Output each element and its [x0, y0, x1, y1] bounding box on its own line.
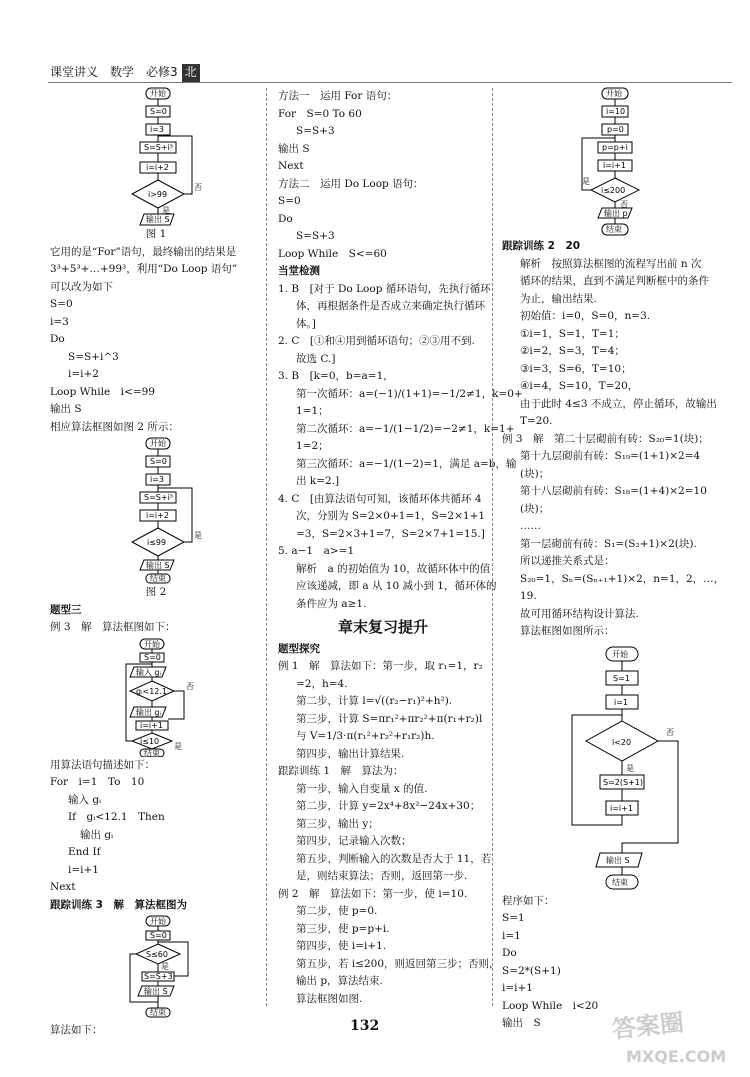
col2-line: 1=2；	[296, 440, 329, 452]
col3-line: 为止，输出结果.	[520, 292, 597, 305]
watermark-url: MXQE.COM	[626, 1047, 727, 1066]
col2-line: 输出 S	[278, 142, 310, 155]
header-title: 课堂讲义 数学 必修3	[50, 65, 178, 79]
col1-line: i=i+1	[68, 863, 99, 876]
svg-text:i=i+2: i=i+2	[146, 163, 169, 172]
col2-line: 跟踪训练 1 解 算法为：	[278, 765, 404, 777]
col2-line: 次，分别为 S=2×0+1=1，S=2×1+1	[296, 510, 486, 522]
col1-line: S=0	[50, 298, 73, 310]
col3-line: Do	[502, 947, 517, 959]
col3-line: 第十九层砌前有砖：S₁₉=(1+1)×2=4	[520, 450, 701, 462]
svg-text:p=0: p=0	[607, 125, 624, 134]
col2-line: 例 1 解 算法如下：第一步，取 r₁=1，r₂	[278, 660, 483, 672]
col3-line: ①i=1，S=1，T=1；	[520, 327, 625, 340]
svg-text:开始: 开始	[150, 89, 166, 98]
col3-line: ②i=2，S=3，T=4；	[520, 345, 625, 357]
svg-text:结束: 结束	[150, 1008, 166, 1017]
svg-text:i=1: i=1	[614, 697, 629, 707]
col3-line: (块)；	[520, 502, 550, 515]
col3-line: ③i=3，S=6，T=10；	[520, 362, 632, 375]
col1-line: 输出 S	[50, 403, 82, 415]
svg-text:是: 是	[174, 741, 182, 751]
col3-line: Loop While i<20	[502, 999, 599, 1012]
col2-line: 第四步，使 i=i+1.	[296, 940, 387, 952]
svg-text:i=3: i=3	[150, 475, 165, 484]
col2-line: 第二次循环：a=−1/(1−1/2)=−2≠1，k=1+	[296, 422, 515, 435]
col1-line: 它用的是“For”语句，最终输出的结果是	[50, 245, 237, 258]
col2-line: 例 2 解 算法如下：第一步，使 i=10.	[278, 887, 468, 900]
col2-line: Do	[278, 212, 293, 225]
col2-line: 体，再根据条件是否成立来确定执行循环	[296, 300, 485, 312]
col1-line: 输入 gᵢ	[68, 793, 102, 806]
svg-text:否: 否	[194, 183, 202, 192]
col2-line: 第一次循环：a=(−1)/(1+1)=−1/2≠1，k=0+	[296, 387, 523, 400]
svg-text:否: 否	[186, 681, 194, 691]
svg-text:S=S+3: S=S+3	[144, 972, 173, 981]
col1-line: 用算法语句描述如下：	[50, 758, 155, 771]
svg-text:i≤99: i≤99	[147, 538, 167, 547]
col2-line: 输出 p，算法结束.	[296, 975, 383, 987]
col2-line: 1=1；	[296, 405, 329, 417]
svg-text:是: 是	[161, 962, 169, 971]
col1-line: S=S+i^3	[68, 350, 119, 363]
col2-line: 第四步，记录输入次数；	[296, 835, 412, 847]
svg-text:i<20: i<20	[612, 737, 632, 747]
col2-line: For S=0 To 60	[278, 107, 362, 120]
svg-text:结束: 结束	[612, 877, 628, 887]
svg-text:结束: 结束	[144, 748, 160, 757]
col2-line: 第四步，输出计算结果.	[296, 747, 405, 760]
col1-line: 算法如下：	[50, 1024, 103, 1036]
svg-text:输出 S: 输出 S	[146, 215, 170, 224]
col2-line: 第二步，使 p=0.	[296, 905, 378, 917]
col2-line: 算法框图如图.	[296, 992, 363, 1005]
col2-line: 第二步，计算 l=√((r₂−r₁)²+h²).	[296, 695, 453, 707]
fig1-caption: 图 1	[145, 228, 167, 240]
section-title-check: 当堂检测	[278, 265, 320, 277]
col2-line: 是，则结束算法；否则，返回第一步.	[296, 870, 468, 882]
col1-line: i=i+2	[68, 368, 99, 380]
col2-line: S=0	[278, 195, 301, 207]
col3-line: ④i=4，S=10，T=20，	[520, 380, 639, 392]
svg-text:i>99: i>99	[148, 190, 168, 199]
col2-line: 第二步，计算 y=2x⁴+8x²−24x+30；	[296, 800, 481, 812]
col2-line: 条件应为 a≥1.	[296, 597, 367, 610]
svg-text:i=i+1: i=i+1	[603, 161, 626, 170]
col3-line: 第十八层砌前有砖：S₁₈=(1+4)×2=10	[520, 485, 707, 497]
flowchart-fig3	[50, 637, 262, 757]
col1-line: 相应算法框图如图 2 所示：	[50, 420, 179, 433]
svg-text:是: 是	[194, 531, 202, 540]
col2-line: 故选 C.]	[296, 352, 336, 365]
col1-line: Do	[50, 333, 65, 345]
svg-text:开始: 开始	[606, 89, 622, 98]
svg-text:S=S+i³: S=S+i³	[144, 143, 173, 152]
col1-line: 例 3 解 算法框图如下：	[50, 621, 176, 633]
col2-line: 与 V=1/3·π(r₁²+r₂²+r₁r₂)h.	[296, 730, 435, 742]
svg-text:否: 否	[620, 200, 628, 209]
svg-text:输出 p: 输出 p	[604, 209, 628, 218]
col2-line: 第三步，输出 y；	[296, 817, 379, 830]
svg-text:gᵢ<12.1: gᵢ<12.1	[136, 686, 168, 696]
col2-line: 第三步，计算 S=πr₁²+πr₂²+π(r₁+r₂)l	[296, 712, 483, 725]
col2-line: 出 k=2.]	[296, 475, 340, 487]
col3-line: S=1	[502, 912, 525, 924]
col2-line: 3. B [k=0，b=a=1，	[278, 370, 394, 382]
svg-text:S=0: S=0	[144, 652, 161, 662]
col3-line: ……	[520, 520, 541, 532]
col2-line: 2. C [①和④用到循环语句；②③用不到.	[278, 335, 475, 347]
column-1	[50, 86, 262, 1040]
col2-line: 第三步，使 p=p+i.	[296, 922, 390, 935]
svg-text:i=i+2: i=i+2	[146, 511, 169, 520]
col1-line: Loop While i<=99	[50, 385, 155, 398]
col1-line: 可以改为如下	[50, 280, 113, 293]
col3-line: 例 3 解 第二十层砌前有砖：S₂₀=1(块)；	[502, 432, 709, 445]
col2-line: 第五步，若 i≤200，则返回第三步；否则，	[296, 957, 500, 970]
svg-text:开始: 开始	[612, 649, 628, 659]
svg-text:输出 S: 输出 S	[146, 561, 170, 570]
col3-line: 程序如下：	[502, 894, 555, 907]
col2-line: S=S+3	[296, 230, 335, 242]
svg-text:输出 S: 输出 S	[144, 987, 168, 996]
flowchart-fig1	[50, 86, 262, 236]
col2-line: Next	[278, 160, 304, 172]
col2-line: 解析 a 的初始值为 10，故循环体中的值	[296, 562, 491, 575]
svg-text:是: 是	[162, 206, 170, 215]
col1-line: 输出 gᵢ	[80, 828, 114, 841]
svg-text:结束: 结束	[150, 574, 166, 583]
col3-line: S₂₀=1，Sₙ=(Sₙ₊₁+1)×2，n=1，2，…，	[520, 572, 725, 585]
col1-line: i=3	[50, 315, 69, 328]
chapter-review-title: 章末复习提升	[337, 618, 428, 636]
col3-line: 故可用循环结构设计算法.	[520, 607, 639, 620]
col1-line: End If	[68, 846, 101, 858]
flowchart-fig2	[50, 436, 262, 584]
col2-line: 方法一 运用 For 语句：	[278, 90, 398, 102]
col3-line: 算法框图如图所示：	[520, 625, 615, 637]
svg-text:输出 gᵢ: 输出 gᵢ	[136, 707, 162, 717]
svg-text:S=0: S=0	[150, 457, 167, 466]
svg-text:是: 是	[626, 763, 634, 773]
svg-text:开始: 开始	[144, 639, 160, 649]
svg-text:p=p+i: p=p+i	[602, 143, 628, 152]
svg-text:S=1: S=1	[613, 673, 630, 683]
col3-line: 跟踪训练 2 20	[502, 240, 581, 252]
col1-line: If gᵢ<12.1 Then	[68, 811, 165, 823]
svg-text:i=i+1: i=i+1	[140, 720, 163, 730]
col2-line: 第五步，判断输入的次数是否大于 11，若	[296, 852, 492, 865]
col2-line: 5. a−1 a>=1	[278, 545, 355, 557]
col2-line: Loop While S<=60	[278, 247, 387, 260]
col1-line: Next	[50, 881, 76, 893]
col3-line: i=i+1	[502, 982, 533, 994]
svg-text:S≤60: S≤60	[146, 950, 168, 959]
col1-line: For i=1 To 10	[50, 776, 145, 788]
svg-text:是: 是	[582, 177, 590, 186]
svg-text:开始: 开始	[150, 917, 166, 926]
fig2-caption: 图 2	[145, 586, 167, 598]
svg-text:结束: 结束	[606, 225, 622, 234]
svg-text:i≤10: i≤10	[140, 736, 160, 746]
col2-line: 体。]	[296, 317, 316, 330]
section-title-explore: 题型探究	[278, 642, 320, 655]
svg-text:S=S+i³: S=S+i³	[144, 493, 173, 502]
col1-line: 跟踪训练 3 解 算法框图为	[50, 898, 187, 911]
col3-line: 19.	[520, 590, 537, 602]
section-title-type3: 题型三	[50, 603, 82, 616]
column-3	[502, 86, 734, 1033]
svg-text:开始: 开始	[150, 439, 166, 448]
svg-text:否: 否	[666, 727, 674, 737]
header-rule	[48, 82, 732, 83]
watermark-logo: 答案圈	[610, 1008, 686, 1044]
svg-text:i=i+1: i=i+1	[610, 803, 633, 813]
page-number: 132	[350, 1018, 380, 1034]
col3-line: 循环的结果，直到不满足判断框中的条件	[520, 275, 709, 287]
svg-text:S=2(S+1): S=2(S+1)	[603, 777, 643, 787]
header-badge: 北	[182, 64, 200, 82]
col2-line: 1. B [对于 Do Loop 循环语句，先执行循环	[278, 282, 491, 295]
col1-line: 3³+5³+…+99³，利用“Do Loop 语句”	[50, 263, 238, 275]
col3-line: 输出 S	[502, 1017, 541, 1029]
flowchart-fig4	[50, 914, 262, 1022]
col3-line: 由于此时 4≤3 不成立，停止循环，故输出	[520, 397, 717, 410]
flowchart-fig5	[502, 86, 734, 238]
page-header	[50, 64, 200, 82]
svg-text:S=0: S=0	[150, 931, 167, 940]
col2-line: 应该递减，即 a 从 10 减小到 1，循环体的	[296, 580, 497, 592]
col3-line: 第一层砌前有砖：S₁=(S₂+1)×2(块).	[520, 537, 697, 550]
svg-text:i=10: i=10	[606, 107, 626, 116]
col2-line: 4. C [由算法语句可知，该循环体共循环 4	[278, 492, 482, 505]
col2-line: =2，h=4.	[296, 677, 348, 690]
col2-line: S=S+3	[296, 125, 335, 137]
col2-line: 第一步，输入自变量 x 的值.	[296, 782, 428, 795]
col3-line: T=20.	[520, 415, 553, 427]
col2-line: 第三次循环：a=−1/(1−2)=1，满足 a=b，输	[296, 457, 517, 470]
svg-text:i=3: i=3	[150, 125, 165, 134]
col3-line: 解析 按照算法框图的流程写出前 n 次	[520, 257, 702, 270]
col3-line: (块)；	[520, 467, 550, 480]
svg-text:输出 S: 输出 S	[606, 855, 630, 865]
col3-line: 初始值：i=0，S=0，n=3.	[520, 310, 651, 322]
svg-text:i≤200: i≤200	[601, 186, 626, 195]
col3-line: S=2*(S+1)	[502, 964, 561, 977]
col3-line: 所以递推关系式是：	[520, 555, 615, 567]
column-divider-1	[266, 88, 267, 1006]
svg-text:输入 gᵢ: 输入 gᵢ	[136, 667, 162, 677]
svg-text:S=0: S=0	[150, 107, 167, 116]
col2-line: 方法二 运用 Do Loop 语句：	[278, 177, 424, 190]
col2-line: =3，S=2×3+1=7，S=2×7+1=15.]	[296, 527, 485, 540]
col3-line: i=1	[502, 929, 521, 942]
flowchart-fig6	[502, 641, 734, 893]
column-divider-2	[492, 88, 493, 1006]
